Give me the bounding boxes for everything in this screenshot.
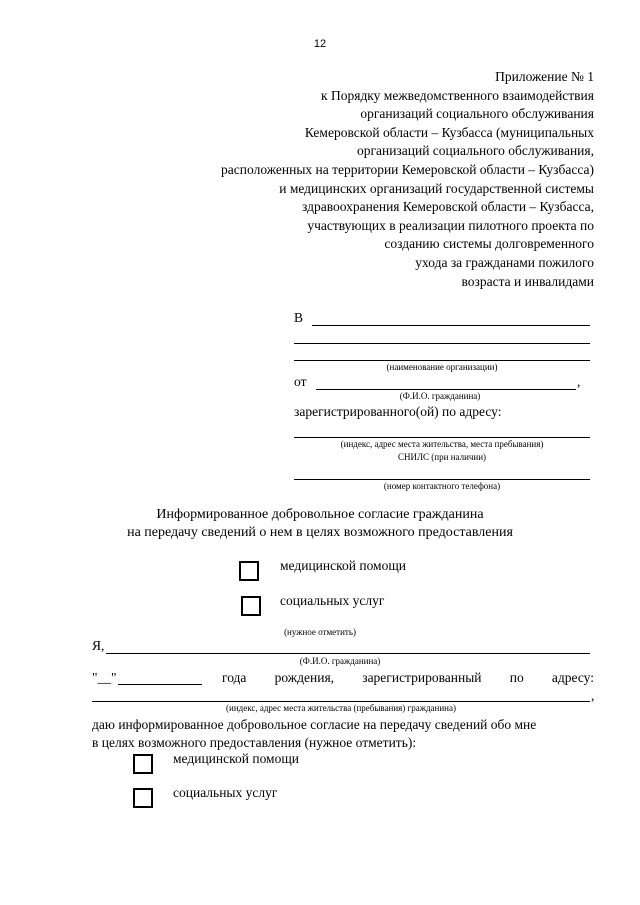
- page-number: 12: [313, 38, 327, 50]
- to-label: В: [294, 310, 304, 325]
- applicant-fio-line[interactable]: [106, 653, 590, 654]
- appendix-line: участвующих в реализации пилотного проекта по: [307, 217, 594, 233]
- appendix-line: организаций социального обслуживания,: [356, 143, 594, 159]
- fio-field-line[interactable]: [316, 389, 576, 390]
- appendix-line: организаций социального обслуживания: [360, 106, 594, 122]
- applicant-address-line[interactable]: [92, 701, 590, 702]
- appendix-line: Приложение № 1: [495, 69, 594, 84]
- bottom-social-services-checkbox[interactable]: [133, 788, 153, 808]
- appendix-line: расположенных на территории Кемеровской области – Кузбасса): [221, 161, 594, 177]
- word-address: адресу:: [551, 670, 594, 685]
- applicant-address-caption: (индекс, адрес места жительства (пребывания) гражданина): [226, 703, 456, 713]
- address-comma: ,: [591, 688, 595, 703]
- phone-caption: (номер контактного телефона): [383, 481, 501, 491]
- organization-caption: (наименование организации): [386, 362, 498, 372]
- fio-caption: (Ф.И.О. гражданина): [399, 391, 481, 401]
- phone-field-line[interactable]: [294, 479, 590, 480]
- word-at: по: [509, 670, 524, 685]
- social-services-checkbox[interactable]: [241, 596, 261, 616]
- social-services-label: социальных услуг: [280, 593, 385, 608]
- consent-text-line-2: в целях возможного предоставления (нужное отметить):: [92, 735, 417, 750]
- birth-year-line[interactable]: [118, 684, 202, 685]
- word-registered: зарегистрированный: [362, 670, 482, 685]
- applicant-fio-caption: (Ф.И.О. гражданина): [299, 656, 381, 666]
- birth-day-quote: "__": [92, 670, 117, 685]
- birth-registration-text: [222, 670, 594, 686]
- address-caption: (индекс, адрес места жительства, места пребывания): [340, 439, 544, 449]
- snils-caption: СНИЛС (при наличии): [397, 452, 487, 462]
- from-label: от: [294, 374, 307, 389]
- ya-label: Я,: [92, 638, 105, 653]
- appendix-line: к Порядку межведомственного взаимодействия: [321, 87, 594, 103]
- document-title-line-2: на передачу сведений о нем в целях возможного предоставления: [127, 525, 513, 540]
- consent-text-line-1: даю информированное добровольное согласие на передачу сведений обо мне: [92, 717, 537, 732]
- appendix-header: [221, 68, 594, 291]
- mark-note: (нужное отметить): [284, 627, 356, 637]
- medical-aid-checkbox[interactable]: [239, 561, 259, 581]
- medical-aid-label: медицинской помощи: [280, 558, 406, 573]
- appendix-line: здравоохранения Кемеровской области – Кузбасса,: [302, 199, 594, 215]
- appendix-line: возраста и инвалидами: [461, 273, 594, 289]
- organization-field-line-3[interactable]: [294, 360, 590, 361]
- registered-label: зарегистрированного(ой) по адресу:: [294, 404, 502, 419]
- word-year: года: [222, 670, 247, 685]
- bottom-social-services-label: социальных услуг: [173, 785, 278, 800]
- from-comma: ,: [577, 374, 581, 389]
- bottom-medical-aid-label: медицинской помощи: [173, 751, 299, 766]
- organization-field-line-1[interactable]: [312, 325, 590, 326]
- bottom-medical-aid-checkbox[interactable]: [133, 754, 153, 774]
- appendix-line: Кемеровской области – Кузбасса (муниципальных: [304, 124, 594, 140]
- address-field-line[interactable]: [294, 437, 590, 438]
- appendix-line: и медицинских организаций государственной системы: [279, 180, 594, 196]
- document-title-line-1: Информированное добровольное согласие гражданина: [156, 507, 484, 522]
- appendix-line: ухода за гражданами пожилого: [415, 254, 594, 270]
- organization-field-line-2[interactable]: [294, 343, 590, 344]
- appendix-line: созданию системы долговременного: [384, 236, 594, 252]
- word-birth: рождения,: [274, 670, 335, 685]
